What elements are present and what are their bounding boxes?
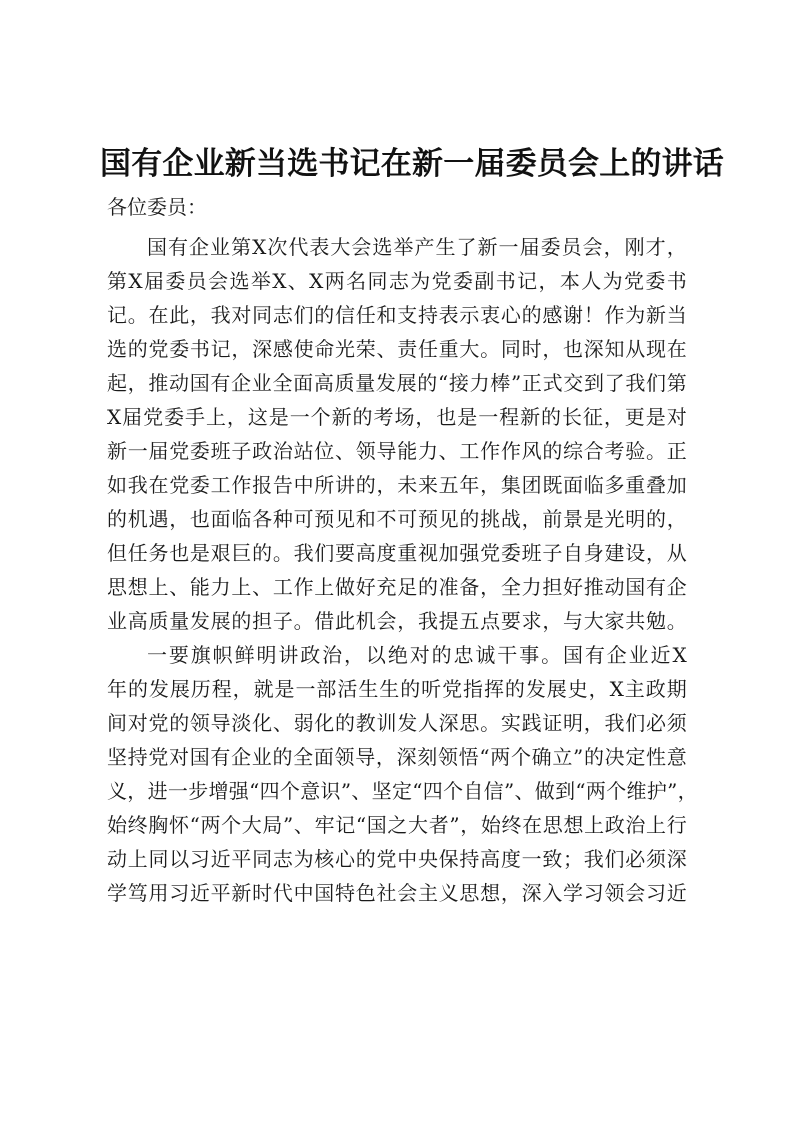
paragraph-line: 起，推动国有企业全面高质量发展的“接力棒”正式交到了我们第	[107, 371, 687, 395]
document-title: 国有企业新当选书记在新一届委员会上的讲话	[100, 146, 724, 182]
paragraph-line: 业高质量发展的担子。借此机会，我提五点要求，与大家共勉。	[107, 609, 687, 633]
salutation: 各位委员：	[107, 195, 207, 219]
paragraph-line: 一要旗帜鲜明讲政治，以绝对的忠诚干事。国有企业近X	[147, 643, 687, 667]
paragraph-line: 坚持党对国有企业的全面领导，深刻领悟“两个确立”的决定性意	[107, 745, 687, 769]
paragraph-line: 年的发展历程，就是一部活生生的听党指挥的发展史，X主政期	[107, 677, 687, 701]
paragraph-line: 第X届委员会选举X、X两名同志为党委副书记，本人为党委书	[107, 269, 687, 293]
paragraph-line: 间对党的领导淡化、弱化的教训发人深思。实践证明，我们必须	[107, 711, 687, 735]
paragraph-line: X届党委手上，这是一个新的考场，也是一程新的长征，更是对	[107, 405, 687, 429]
paragraph-line: 学笃用习近平新时代中国特色社会主义思想，深入学习领会习近	[107, 881, 687, 905]
paragraph-line: 选的党委书记，深感使命光荣、责任重大。同时，也深知从现在	[107, 337, 687, 361]
document-body	[107, 230, 698, 910]
paragraph-line: 动上同以习近平同志为核心的党中央保持高度一致；我们必须深	[107, 847, 687, 871]
paragraph-line: 新一届党委班子政治站位、领导能力、工作作风的综合考验。正	[107, 439, 687, 463]
paragraph-line: 记。在此，我对同志们的信任和支持表示衷心的感谢！作为新当	[107, 303, 687, 327]
paragraph-line: 但任务也是艰巨的。我们要高度重视加强党委班子自身建设，从	[107, 541, 687, 565]
paragraph-line: 如我在党委工作报告中所讲的，未来五年，集团既面临多重叠加	[107, 473, 687, 497]
paragraph-line: 始终胸怀“两个大局”、牢记“国之大者”，始终在思想上政治上行	[107, 813, 687, 837]
paragraph-line: 国有企业第X次代表大会选举产生了新一届委员会，刚才，	[147, 235, 687, 259]
paragraph-line: 思想上、能力上、工作上做好充足的准备，全力担好推动国有企	[107, 575, 687, 599]
paragraph-line: 的机遇，也面临各种可预见和不可预见的挑战，前景是光明的，	[107, 507, 687, 531]
paragraph-line: 义，进一步增强“四个意识”、坚定“四个自信”、做到“两个维护”，	[107, 779, 698, 803]
